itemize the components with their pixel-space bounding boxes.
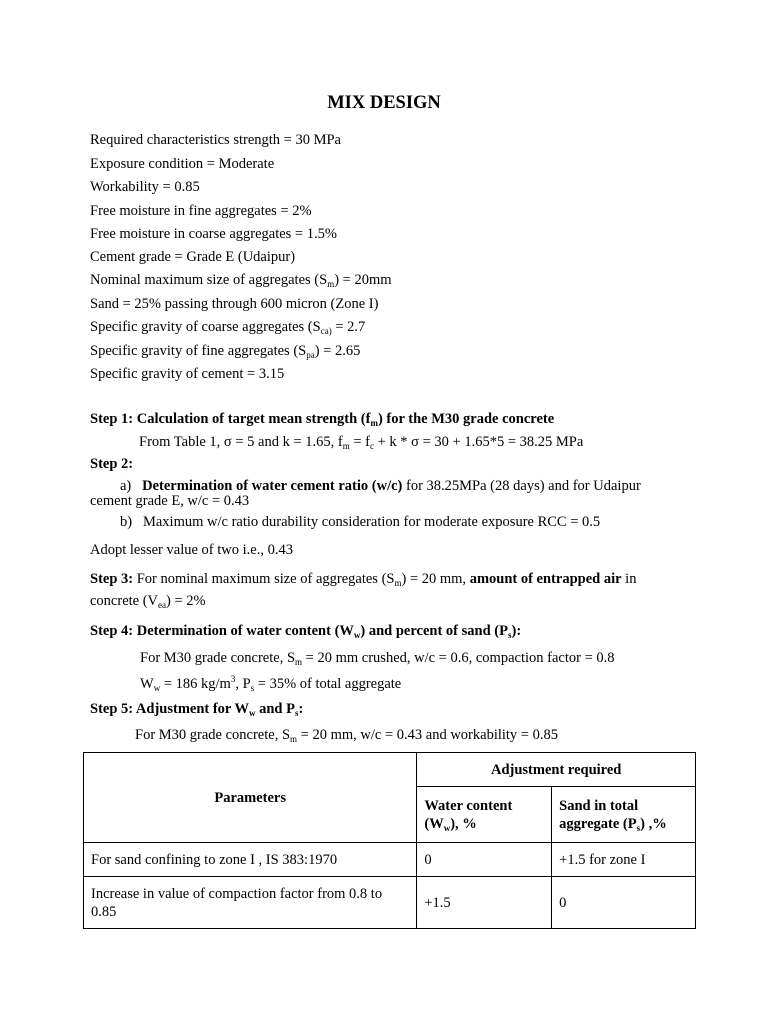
page-title: MIX DESIGN [327, 93, 441, 113]
spec-line: Cement grade = Grade E (Udaipur) [90, 249, 296, 265]
step1-heading: Step 1: Calculation of target mean strength $(f_m)$ for the M30 grade concrete [90, 411, 555, 428]
table-header-row [84, 753, 696, 787]
spec-sg-fine: Specific gravity of fine aggregates $(S_{pa}) = 2.65$ [90, 343, 361, 360]
spec-line: Exposure condition = Moderate [90, 156, 275, 172]
step3-line: Step 3: For nominal maximum size of aggregates $(S_m) = 20$ mm, amount of entrapped air in [90, 571, 637, 588]
table-row [84, 877, 696, 929]
step4-line1: For M30 grade concrete, $S_m = 20$ mm crushed, w/c = 0.6, compaction factor = 0.8 [140, 650, 615, 667]
spec-sand: Sand = 25% passing through 600 micron (Zone I) [90, 296, 379, 312]
adjustment-table [83, 752, 696, 929]
table-row [84, 843, 696, 877]
step2-item-a: a) Determination of water cement ratio (w/c) for 38.25MPa (28 days) and for Udaipur [120, 478, 641, 494]
spec-sg-cement: Specific gravity of cement = 3.15 [90, 366, 285, 382]
cell-parameter: Increase in value of compaction factor from 0.8 to 0.85 [84, 877, 417, 929]
cell-sand: 0 [552, 877, 696, 929]
step5-line: For M30 grade concrete, $S_m = 20$ mm, w/c = 0.43 and workability = 0.85 [135, 727, 558, 744]
cell-sand: +1.5 for zone I [552, 843, 696, 877]
spec-line: Free moisture in coarse aggregates = 1.5% [90, 226, 337, 242]
spec-sg-coarse: Specific gravity of coarse aggregates ($S_{ca)} = 2.7$ [90, 319, 366, 336]
cell-water: 0 [417, 843, 552, 877]
step2-item-b: b) Maximum w/c ratio durability consideration for moderate exposure RCC = 0.5 [120, 514, 601, 530]
step4-heading: Step 4: Determination of water content $(W_w)$ and percent of sand $(P_s)$: [90, 623, 522, 640]
spec-line: Workability = 0.85 [90, 179, 200, 195]
spec-line: Required characteristics strength = 30 MPa [90, 132, 341, 148]
step5-heading: Step 5: Adjustment for $W_w$ and $P_s$: [90, 701, 304, 718]
cell-water: +1.5 [417, 877, 552, 929]
cell-parameter: For sand confining to zone I , IS 383:1970 [84, 843, 417, 877]
step2-item-a-cont: cement grade E, w/c = 0.43 [90, 493, 250, 509]
header-sand-total: Sand in total aggregate $(P_s)$ ,% [552, 787, 696, 843]
header-parameters: Parameters [84, 753, 417, 843]
header-adjustment: Adjustment required [417, 753, 696, 787]
step1-body: From Table 1, σ = 5 and k = 1.65, $f_m = f_c + k * \sigma = 30 + 1.65*5 = 38.25$ MPa [139, 434, 584, 451]
header-water-content: Water content $(W_w)$, % [417, 787, 552, 843]
step3-line-cont: concrete $(V_{ea}) = 2\%$ [90, 593, 206, 610]
spec-nominal-size: Nominal maximum size of aggregates $(S_m) = 20mm$ [90, 272, 392, 289]
step4-line2: $W_w = 186$ $kg/m^3$, $P_s = 35\%$ of total aggregate [140, 674, 402, 693]
step2-adopt: Adopt lesser value of two i.e., 0.43 [90, 542, 293, 558]
spec-line: Free moisture in fine aggregates = 2% [90, 203, 312, 219]
step2-heading: Step 2: [90, 456, 134, 472]
